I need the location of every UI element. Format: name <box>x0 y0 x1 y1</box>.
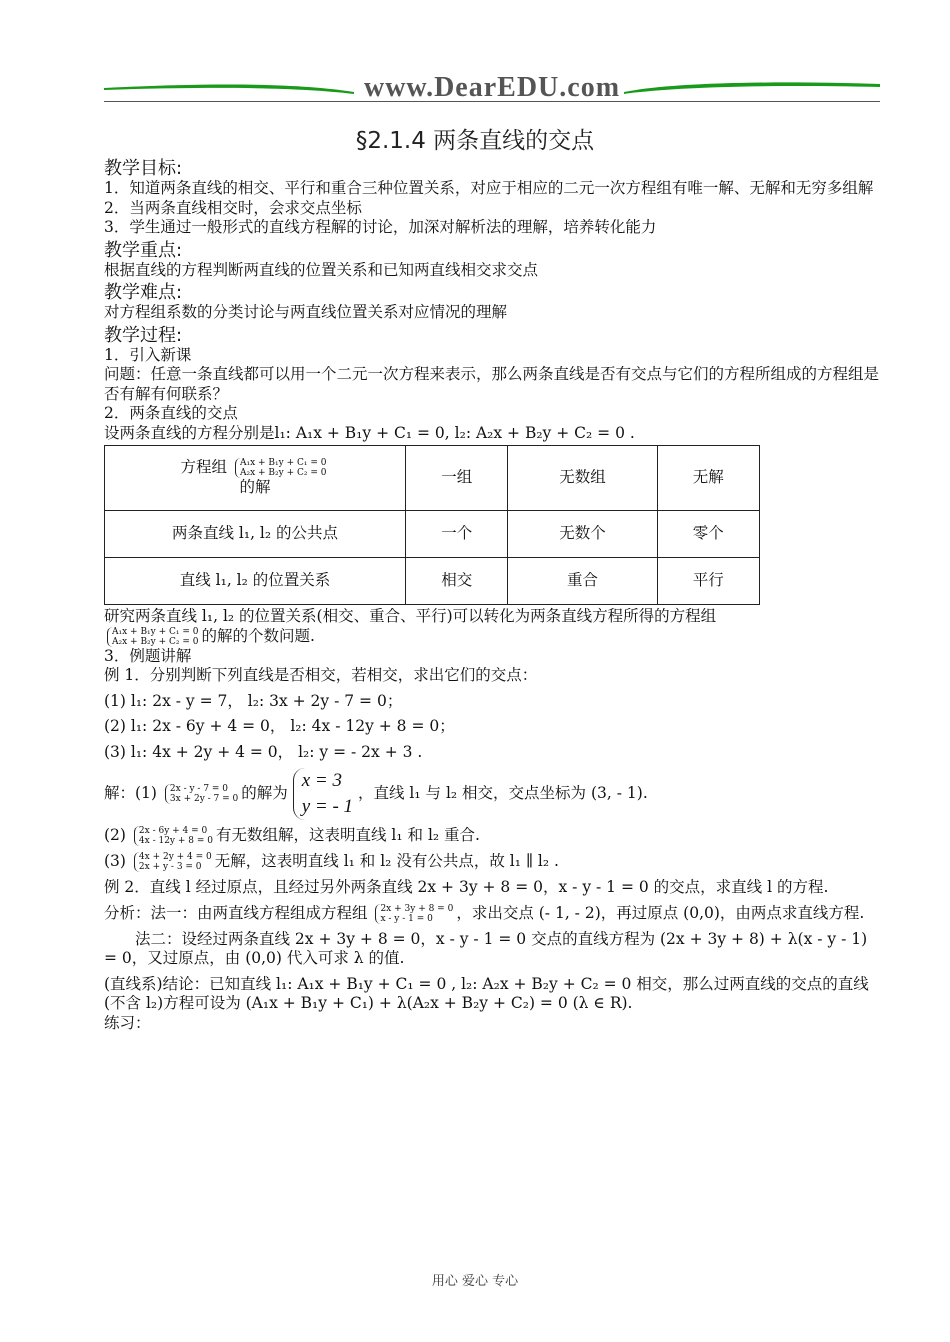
step-intersection: 2．两条直线的交点 <box>104 404 238 422</box>
row-label-suffix: 的解 <box>239 478 271 497</box>
equation-system <box>165 784 238 804</box>
table-cell: 两条直线 l₁, l₂ 的公共点 <box>105 511 406 558</box>
difficulty-text: 对方程组系数的分类讨论与两直线位置关系对应情况的理解 <box>104 303 508 321</box>
step-intro: 1．引入新课 <box>104 345 192 364</box>
example-item: (3) l₁: 4x + 2y + 4 = 0， l₂: y = - 2x + 3 . <box>104 742 423 761</box>
table-cell: 一个 <box>406 511 508 558</box>
process-heading: 教学过程: <box>104 324 183 346</box>
research-end: 的解的个数问题. <box>201 626 315 645</box>
solution-end: 有无数组解，这表明直线 l₁ 和 l₂ 重合. <box>216 826 480 844</box>
equation: A₁x + B₁y + C₁ = 0 <box>112 626 199 637</box>
example-2: 例 2．直线 l 经过原点，且经过另外两条直线 2x + 3y + 8 = 0，x - y - 1 = 0 的交点，求直线 l 的方程. <box>104 878 829 896</box>
practice-label: 练习： <box>104 1013 151 1032</box>
solution-mid: 的解为 <box>241 784 288 802</box>
analysis-prefix: 分析：法一：由两直线方程组成方程组 <box>104 903 368 922</box>
lesson-body <box>104 156 880 1033</box>
equation: A₁x + B₁y + C₁ = 0 <box>239 458 327 469</box>
equation: x - y - 1 = 0 <box>380 913 433 924</box>
analysis-line <box>104 904 880 924</box>
solution-system <box>293 768 353 820</box>
equation: 4x - 12y + 8 = 0 <box>138 836 213 846</box>
solution-prefix: (2) <box>104 826 126 844</box>
solution-end: 无解，这表明直线 l₁ 和 l₂ 没有公共点，故 l₁ ∥ l₂ . <box>214 852 559 870</box>
analysis-end: ，求出交点 (- 1, - 2)，再过原点 (0,0)，由两点求直线方程. <box>456 903 865 922</box>
table-cell: 平行 <box>657 558 759 605</box>
solution-3 <box>104 852 880 872</box>
method-2: 法二：设经过两条直线 2x + 3y + 8 = 0，x - y - 1 = 0 交点的直线方程为 (2x + 3y + 8) + λ(x - y - 1) = 0，又过原点，由 (0,0) 代入可求 λ 的值. <box>104 929 868 967</box>
solution-y: y = - 1 <box>301 796 354 817</box>
setup-text: 设两条直线的方程分别是l₁: A₁x + B₁y + C₁ = 0, l₂: A₂x + B₂y + C₂ = 0 . <box>104 423 635 442</box>
equation: 2x + 3y + 8 = 0 <box>380 903 454 914</box>
goal-item: 3．学生通过一般形式的直线方程解的讨论，加深对解析法的理解，培养转化能力 <box>104 218 657 236</box>
solution-x: x = 3 <box>301 770 342 791</box>
equation: 4x + 2y + 4 = 0 <box>138 852 212 862</box>
difficulty-heading: 教学难点: <box>104 282 183 303</box>
table-cell: 相交 <box>406 558 508 605</box>
table-cell: 直线 l₁, l₂ 的位置关系 <box>105 558 406 605</box>
site-logo[interactable]: www.DearEDU.com <box>363 72 621 103</box>
row-label: 方程组 <box>180 458 228 477</box>
page-footer: 用心 爱心 专心 <box>431 1274 519 1289</box>
table-row <box>105 511 760 558</box>
equation: 3x + 2y - 7 = 0 <box>169 794 239 804</box>
example-item: (2) l₁: 2x - 6y + 4 = 0， l₂: 4x - 12y + 8 = 0； <box>104 717 455 735</box>
example-1: 例 1．分别判断下列直线是否相交，若相交，求出它们的交点： <box>104 666 538 684</box>
conclusion: (直线系)结论：已知直线 l₁: A₁x + B₁y + C₁ = 0 , l₂: A₂x + B₂y + C₂ = 0 相交，那么过两直线的交点的直线(不含 l₂)方程可设为 (A₁x + B₁y + C₁) + λ(A₂x + B₂y + C₂) = 0 (λ ∈ R). <box>104 974 869 1012</box>
goals-heading: 教学目标: <box>104 158 183 179</box>
equation: A₂x + B₂y + C₂ = 0 <box>239 468 327 479</box>
table-cell: 无解 <box>657 446 759 511</box>
goal-item: 1．知道两条直线的相交、平行和重合三种位置关系，对应于相应的二元一次方程组有唯一解、无解和无穷多组解 <box>104 179 874 197</box>
table-cell <box>105 446 406 511</box>
equation-system <box>107 627 199 647</box>
solution-1 <box>104 768 880 820</box>
research-system-line <box>104 627 880 647</box>
goal-item: 2．当两条直线相交时，会求交点坐标 <box>104 198 362 217</box>
solution-end: ，直线 l₁ 与 l₂ 相交，交点坐标为 (3, - 1). <box>358 784 648 802</box>
solution-prefix: 解：(1) <box>104 784 157 802</box>
equation: 2x - y - 7 = 0 <box>169 784 229 794</box>
equation-system <box>134 826 213 846</box>
equation-system <box>134 852 212 872</box>
table-row <box>105 558 760 605</box>
page-header <box>104 72 880 108</box>
question-text: 问题：任意一条直线都可以用一个二元一次方程来表示，那么两条直线是否有交点与它们的方程所组成的方程组是否有解有何联系？ <box>104 365 880 403</box>
table-cell: 零个 <box>657 511 759 558</box>
page-title: §2.1.4 两条直线的交点 <box>355 128 595 154</box>
equation-system <box>235 458 327 478</box>
solution-2 <box>104 826 880 846</box>
relation-table <box>104 445 760 605</box>
step-examples: 3．例题讲解 <box>104 646 192 665</box>
focus-heading: 教学重点: <box>104 239 183 261</box>
equation: 2x - 6y + 4 = 0 <box>138 826 208 836</box>
equation: A₂x + B₂y + C₂ = 0 <box>112 636 199 647</box>
table-row <box>105 446 760 511</box>
research-text: 研究两条直线 l₁, l₂ 的位置关系(相交、重合、平行)可以转化为两条直线方程所得的方程组 <box>104 607 717 625</box>
example-item: (1) l₁: 2x - y = 7， l₂: 3x + 2y - 7 = 0； <box>104 691 403 710</box>
table-cell: 重合 <box>508 558 657 605</box>
focus-text: 根据直线的方程判断两直线的位置关系和已知两直线相交求交点 <box>104 260 539 279</box>
equation: 2x + y - 3 = 0 <box>138 862 202 872</box>
table-cell: 一组 <box>406 446 508 511</box>
solution-prefix: (3) <box>104 852 126 870</box>
equation-system <box>375 904 453 924</box>
table-cell: 无数个 <box>508 511 657 558</box>
table-cell: 无数组 <box>508 446 657 511</box>
